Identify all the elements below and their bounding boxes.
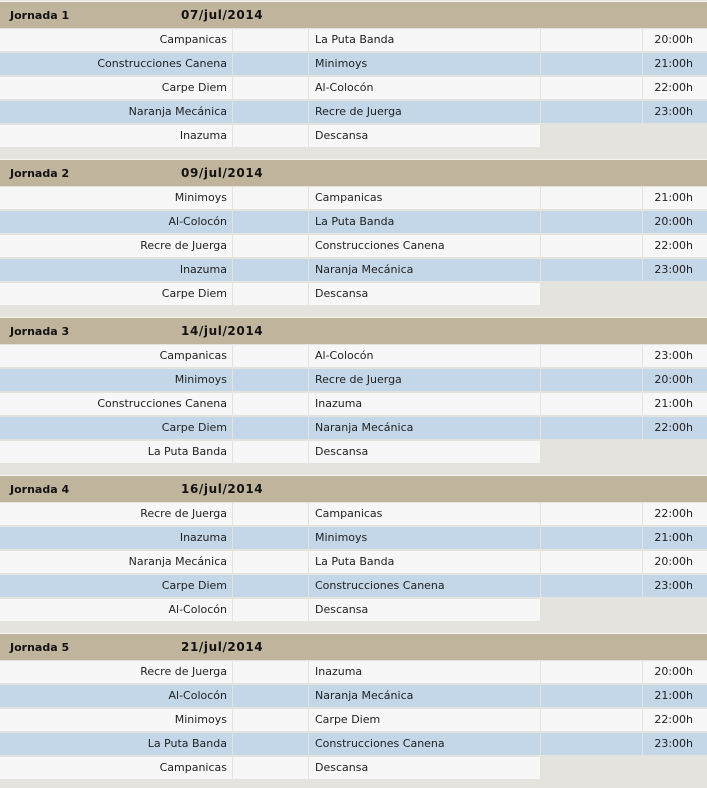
spacer-cell	[541, 733, 642, 755]
spacer-cell	[541, 369, 642, 391]
jornada-header	[0, 633, 707, 660]
home-team: Construcciones Canena	[0, 393, 232, 415]
bye-row	[0, 124, 707, 148]
match-row	[0, 574, 707, 598]
jornada-title: Jornada 4	[10, 483, 70, 496]
match-time: 22:00h	[643, 235, 707, 257]
away-team: Inazuma	[309, 661, 540, 683]
match-time: 21:00h	[643, 527, 707, 549]
match-time: 22:00h	[643, 417, 707, 439]
resting-team: Inazuma	[0, 125, 232, 147]
resting-team: Carpe Diem	[0, 283, 232, 305]
home-team: Carpe Diem	[0, 417, 232, 439]
away-team: Al-Colocón	[309, 345, 540, 367]
match-row	[0, 344, 707, 368]
spacer-cell	[541, 345, 642, 367]
jornada-date: 09/jul/2014	[181, 166, 264, 180]
jornada-title: Jornada 1	[10, 9, 70, 22]
bye-row	[0, 282, 707, 306]
away-team: Minimoys	[309, 527, 540, 549]
spacer-cell	[541, 551, 642, 573]
spacer-cell	[541, 211, 642, 233]
spacer-cell	[233, 551, 308, 573]
match-time: 21:00h	[643, 685, 707, 707]
bye-row	[0, 440, 707, 464]
spacer-cell	[541, 661, 642, 683]
home-team: Carpe Diem	[0, 575, 232, 597]
home-team: Naranja Mecánica	[0, 551, 232, 573]
spacer-cell	[233, 417, 308, 439]
bye-label: Descansa	[309, 283, 540, 305]
jornada-date: 21/jul/2014	[181, 640, 264, 654]
match-row	[0, 502, 707, 526]
away-team: La Puta Banda	[309, 211, 540, 233]
match-row	[0, 660, 707, 684]
spacer-cell	[233, 125, 308, 147]
home-team: Inazuma	[0, 259, 232, 281]
resting-team: Campanicas	[0, 757, 232, 779]
match-row	[0, 186, 707, 210]
home-team: Recre de Juerga	[0, 235, 232, 257]
away-team: Naranja Mecánica	[309, 259, 540, 281]
spacer-cell	[541, 259, 642, 281]
match-row	[0, 234, 707, 258]
bye-label: Descansa	[309, 599, 540, 621]
spacer-cell	[233, 599, 308, 621]
spacer-cell	[541, 101, 642, 123]
spacer-cell	[541, 393, 642, 415]
spacer-cell	[541, 29, 642, 51]
home-team: Campanicas	[0, 345, 232, 367]
jornada-header	[0, 317, 707, 344]
home-team: Naranja Mecánica	[0, 101, 232, 123]
match-time: 20:00h	[643, 211, 707, 233]
away-team: La Puta Banda	[309, 551, 540, 573]
match-row	[0, 100, 707, 124]
away-team: Construcciones Canena	[309, 235, 540, 257]
away-team: Carpe Diem	[309, 709, 540, 731]
match-row	[0, 368, 707, 392]
match-row	[0, 732, 707, 756]
spacer-cell	[541, 417, 642, 439]
spacer-cell	[233, 685, 308, 707]
jornada-section	[0, 633, 707, 780]
jornada-section	[0, 317, 707, 464]
spacer-cell	[233, 53, 308, 75]
match-row	[0, 684, 707, 708]
match-time: 23:00h	[643, 575, 707, 597]
match-time: 23:00h	[643, 733, 707, 755]
match-time: 22:00h	[643, 709, 707, 731]
spacer-cell	[233, 733, 308, 755]
spacer-cell	[233, 187, 308, 209]
away-team: Construcciones Canena	[309, 733, 540, 755]
jornada-header	[0, 1, 707, 28]
bye-label: Descansa	[309, 441, 540, 463]
match-row	[0, 52, 707, 76]
spacer-cell	[233, 393, 308, 415]
home-team: Al-Colocón	[0, 685, 232, 707]
away-team: Inazuma	[309, 393, 540, 415]
bye-row	[0, 756, 707, 780]
match-row	[0, 526, 707, 550]
jornada-title: Jornada 5	[10, 641, 70, 654]
resting-team: La Puta Banda	[0, 441, 232, 463]
spacer-cell	[233, 345, 308, 367]
spacer-cell	[541, 575, 642, 597]
home-team: Carpe Diem	[0, 77, 232, 99]
match-time: 22:00h	[643, 77, 707, 99]
spacer-cell	[233, 709, 308, 731]
bye-label: Descansa	[309, 125, 540, 147]
match-time: 20:00h	[643, 369, 707, 391]
away-team: Naranja Mecánica	[309, 685, 540, 707]
spacer-cell	[233, 503, 308, 525]
spacer-cell	[541, 77, 642, 99]
spacer-cell	[541, 53, 642, 75]
jornada-header	[0, 159, 707, 186]
home-team: Campanicas	[0, 29, 232, 51]
home-team: Construcciones Canena	[0, 53, 232, 75]
away-team: Construcciones Canena	[309, 575, 540, 597]
match-row	[0, 416, 707, 440]
match-row	[0, 28, 707, 52]
away-team: La Puta Banda	[309, 29, 540, 51]
bye-row	[0, 598, 707, 622]
home-team: Minimoys	[0, 187, 232, 209]
spacer-cell	[541, 187, 642, 209]
resting-team: Al-Colocón	[0, 599, 232, 621]
match-time: 23:00h	[643, 101, 707, 123]
spacer-cell	[541, 685, 642, 707]
match-time: 21:00h	[643, 187, 707, 209]
home-team: La Puta Banda	[0, 733, 232, 755]
jornada-header	[0, 475, 707, 502]
bye-label: Descansa	[309, 757, 540, 779]
spacer-cell	[233, 527, 308, 549]
away-team: Naranja Mecánica	[309, 417, 540, 439]
match-row	[0, 708, 707, 732]
jornada-date: 07/jul/2014	[181, 8, 264, 22]
jornada-title: Jornada 3	[10, 325, 70, 338]
home-team: Minimoys	[0, 709, 232, 731]
match-row	[0, 258, 707, 282]
spacer-cell	[233, 259, 308, 281]
away-team: Al-Colocón	[309, 77, 540, 99]
away-team: Recre de Juerga	[309, 369, 540, 391]
home-team: Inazuma	[0, 527, 232, 549]
spacer-cell	[233, 575, 308, 597]
match-time: 23:00h	[643, 259, 707, 281]
jornada-section	[0, 159, 707, 306]
home-team: Recre de Juerga	[0, 661, 232, 683]
spacer-cell	[233, 235, 308, 257]
spacer-cell	[233, 369, 308, 391]
spacer-cell	[233, 77, 308, 99]
match-row	[0, 392, 707, 416]
home-team: Al-Colocón	[0, 211, 232, 233]
match-time: 20:00h	[643, 29, 707, 51]
jornada-section	[0, 475, 707, 622]
match-row	[0, 550, 707, 574]
spacer-cell	[541, 527, 642, 549]
spacer-cell	[233, 757, 308, 779]
spacer-cell	[233, 441, 308, 463]
match-time: 22:00h	[643, 503, 707, 525]
spacer-cell	[233, 661, 308, 683]
match-time: 20:00h	[643, 661, 707, 683]
spacer-cell	[233, 29, 308, 51]
jornada-title: Jornada 2	[10, 167, 70, 180]
jornada-date: 14/jul/2014	[181, 324, 264, 338]
spacer-cell	[541, 235, 642, 257]
spacer-cell	[541, 503, 642, 525]
away-team: Campanicas	[309, 187, 540, 209]
home-team: Recre de Juerga	[0, 503, 232, 525]
match-row	[0, 76, 707, 100]
away-team: Campanicas	[309, 503, 540, 525]
match-time: 23:00h	[643, 345, 707, 367]
spacer-cell	[233, 101, 308, 123]
jornada-date: 16/jul/2014	[181, 482, 264, 496]
jornada-section	[0, 1, 707, 148]
match-time: 20:00h	[643, 551, 707, 573]
match-row	[0, 210, 707, 234]
spacer-cell	[233, 283, 308, 305]
match-time: 21:00h	[643, 53, 707, 75]
home-team: Minimoys	[0, 369, 232, 391]
away-team: Recre de Juerga	[309, 101, 540, 123]
spacer-cell	[233, 211, 308, 233]
away-team: Minimoys	[309, 53, 540, 75]
match-time: 21:00h	[643, 393, 707, 415]
spacer-cell	[541, 709, 642, 731]
